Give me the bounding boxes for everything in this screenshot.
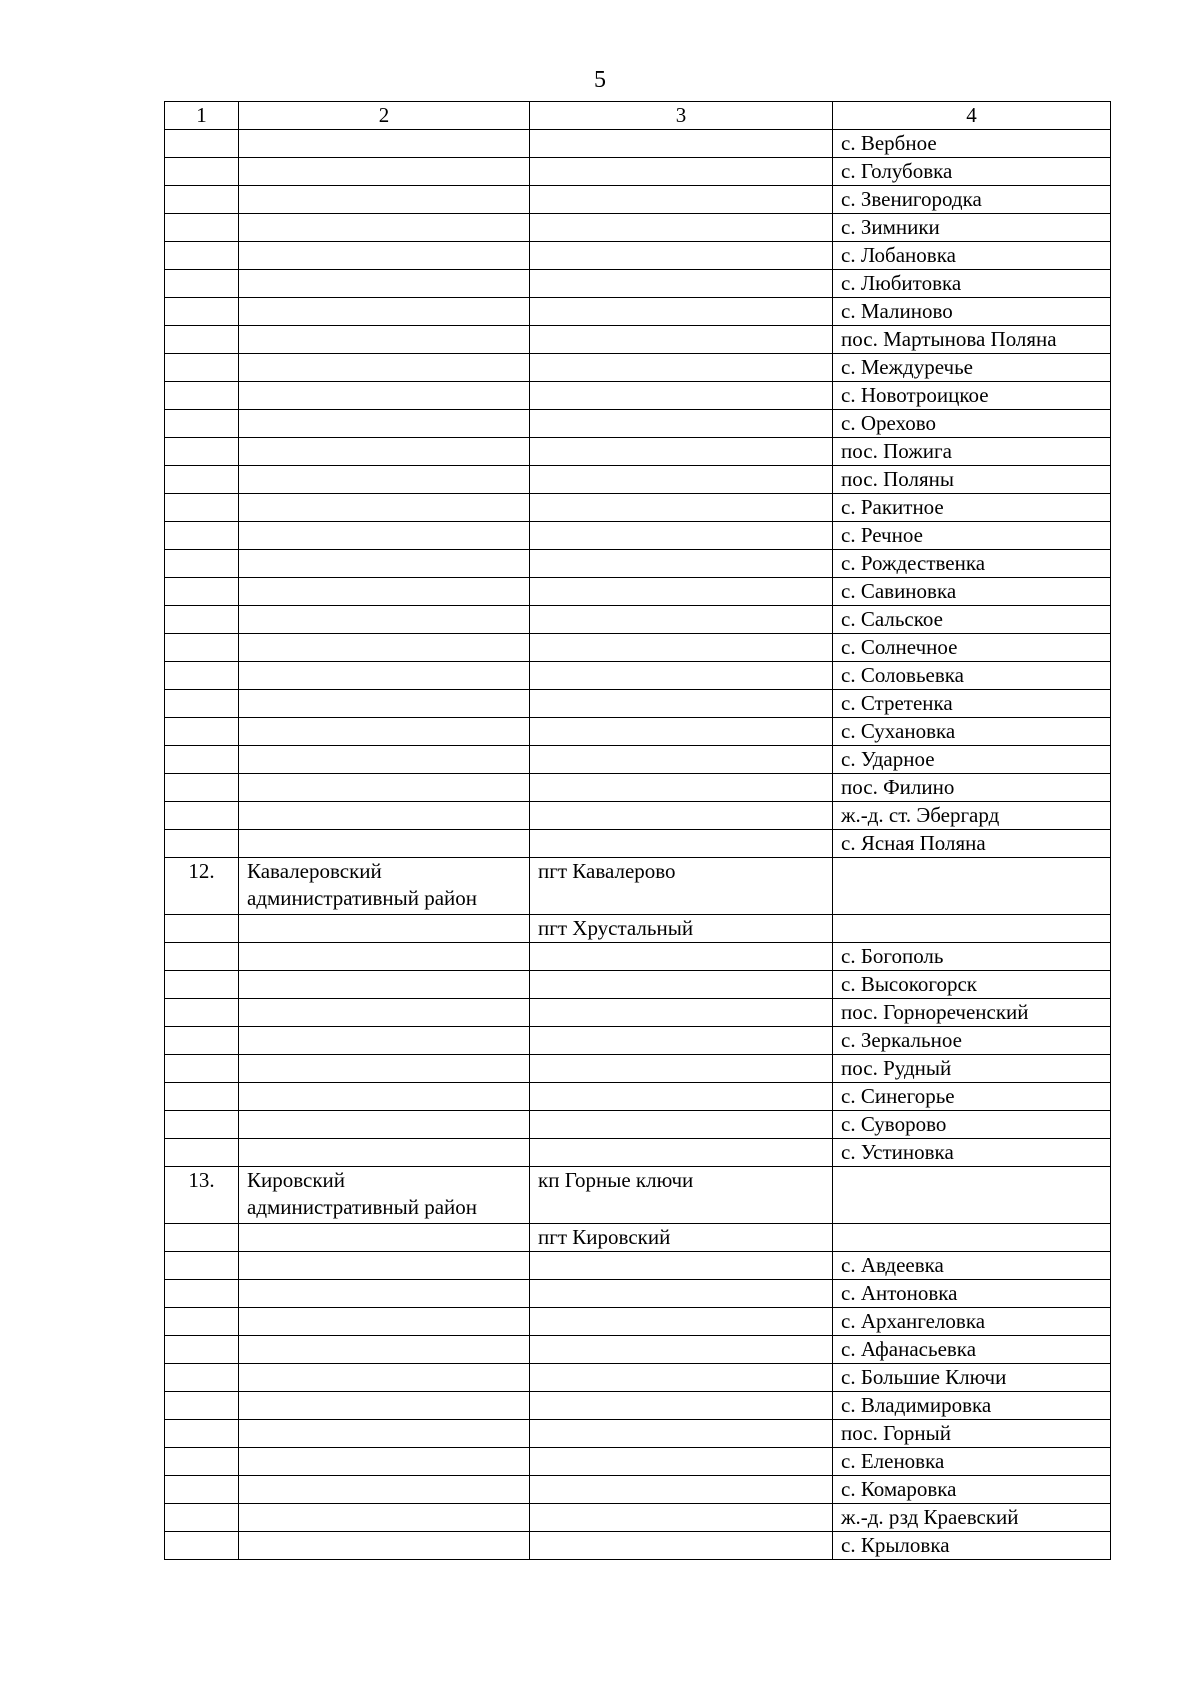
- table-row: [165, 214, 1111, 242]
- settlement-cell: [530, 830, 833, 858]
- district-cell: [239, 1308, 530, 1336]
- district-cell: Кавалеровский административный район: [239, 858, 530, 915]
- row-number-cell: [165, 1027, 239, 1055]
- row-number-cell: [165, 971, 239, 999]
- district-cell: [239, 550, 530, 578]
- locality-cell: пос. Пожига: [833, 438, 1111, 466]
- locality-cell: с. Синегорье: [833, 1083, 1111, 1111]
- settlement-cell: [530, 130, 833, 158]
- settlement-cell: [530, 354, 833, 382]
- district-cell: [239, 634, 530, 662]
- table-row: [165, 578, 1111, 606]
- row-number-cell: [165, 606, 239, 634]
- locality-cell: с. Высокогорск: [833, 971, 1111, 999]
- row-number-cell: [165, 1448, 239, 1476]
- settlement-cell: пгт Хрустальный: [530, 915, 833, 943]
- settlement-cell: [530, 1055, 833, 1083]
- row-number-cell: [165, 158, 239, 186]
- row-number-cell: [165, 802, 239, 830]
- locality-cell: [833, 858, 1111, 915]
- settlement-cell: [530, 578, 833, 606]
- settlement-cell: [530, 1111, 833, 1139]
- district-cell: [239, 1083, 530, 1111]
- column-header-2: 2: [239, 102, 530, 130]
- settlement-cell: [530, 690, 833, 718]
- district-cell: [239, 270, 530, 298]
- locality-cell: с. Афанасьевка: [833, 1336, 1111, 1364]
- settlement-cell: [530, 999, 833, 1027]
- district-cell: [239, 326, 530, 354]
- settlement-cell: [530, 662, 833, 690]
- district-cell: [239, 522, 530, 550]
- table-row: [165, 354, 1111, 382]
- table-row: [165, 718, 1111, 746]
- district-cell: [239, 1476, 530, 1504]
- table-row: [165, 634, 1111, 662]
- locality-cell: пос. Горнореченский: [833, 999, 1111, 1027]
- locality-cell: с. Зимники: [833, 214, 1111, 242]
- settlement-cell: [530, 802, 833, 830]
- settlement-cell: кп Горные ключи: [530, 1167, 833, 1224]
- district-cell: [239, 1055, 530, 1083]
- locality-cell: с. Богополь: [833, 943, 1111, 971]
- table-row: [165, 662, 1111, 690]
- settlement-cell: [530, 186, 833, 214]
- row-number-cell: [165, 522, 239, 550]
- district-cell: [239, 746, 530, 774]
- district-cell: [239, 1504, 530, 1532]
- district-cell: [239, 1532, 530, 1560]
- settlement-cell: [530, 606, 833, 634]
- settlement-cell: [530, 1083, 833, 1111]
- table-row: [165, 943, 1111, 971]
- settlement-cell: [530, 1252, 833, 1280]
- table-row: [165, 858, 1111, 915]
- row-number-cell: [165, 466, 239, 494]
- table-row: [165, 1055, 1111, 1083]
- row-number-cell: [165, 1392, 239, 1420]
- table-row: [165, 1167, 1111, 1224]
- table-row: [165, 1027, 1111, 1055]
- row-number-cell: [165, 662, 239, 690]
- locality-cell: с. Ракитное: [833, 494, 1111, 522]
- table-row: [165, 1420, 1111, 1448]
- row-number-cell: [165, 830, 239, 858]
- district-cell: [239, 382, 530, 410]
- table-row: [165, 1364, 1111, 1392]
- table-row: [165, 130, 1111, 158]
- district-cell: [239, 1139, 530, 1167]
- locality-cell: с. Комаровка: [833, 1476, 1111, 1504]
- locality-cell: с. Звенигородка: [833, 186, 1111, 214]
- row-number-cell: [165, 943, 239, 971]
- locality-cell: с. Междуречье: [833, 354, 1111, 382]
- row-number-cell: 12.: [165, 858, 239, 915]
- locality-cell: с. Соловьевка: [833, 662, 1111, 690]
- district-cell: [239, 466, 530, 494]
- column-header-1: 1: [165, 102, 239, 130]
- district-cell: [239, 1420, 530, 1448]
- district-cell: [239, 943, 530, 971]
- settlement-cell: [530, 550, 833, 578]
- settlements-table: [164, 101, 1111, 1560]
- locality-cell: с. Солнечное: [833, 634, 1111, 662]
- table-row: [165, 746, 1111, 774]
- table-row: [165, 1476, 1111, 1504]
- table-row: [165, 1139, 1111, 1167]
- settlement-cell: [530, 1392, 833, 1420]
- locality-cell: с. Лобановка: [833, 242, 1111, 270]
- table-row: [165, 1448, 1111, 1476]
- district-cell: [239, 606, 530, 634]
- locality-cell: с. Орехово: [833, 410, 1111, 438]
- settlement-cell: [530, 494, 833, 522]
- locality-cell: с. Владимировка: [833, 1392, 1111, 1420]
- locality-cell: ж.-д. ст. Эбергард: [833, 802, 1111, 830]
- settlement-cell: [530, 1504, 833, 1532]
- table-row: [165, 690, 1111, 718]
- table-header-row: [165, 102, 1111, 130]
- column-header-3: 3: [530, 102, 833, 130]
- table-row: [165, 550, 1111, 578]
- row-number-cell: [165, 1055, 239, 1083]
- district-cell: [239, 915, 530, 943]
- settlement-cell: [530, 326, 833, 354]
- district-cell: [239, 1364, 530, 1392]
- table-row: [165, 298, 1111, 326]
- row-number-cell: [165, 1420, 239, 1448]
- locality-cell: [833, 1167, 1111, 1224]
- locality-cell: с. Вербное: [833, 130, 1111, 158]
- table-row: [165, 522, 1111, 550]
- locality-cell: ж.-д. рзд Краевский: [833, 1504, 1111, 1532]
- district-cell: Кировский административный район: [239, 1167, 530, 1224]
- row-number-cell: [165, 1364, 239, 1392]
- row-number-cell: [165, 1111, 239, 1139]
- locality-cell: с. Архангеловка: [833, 1308, 1111, 1336]
- row-number-cell: [165, 1280, 239, 1308]
- table-row: [165, 270, 1111, 298]
- table-row: [165, 438, 1111, 466]
- district-cell: [239, 494, 530, 522]
- settlement-cell: [530, 298, 833, 326]
- row-number-cell: [165, 1252, 239, 1280]
- settlement-cell: [530, 1420, 833, 1448]
- locality-cell: с. Большие Ключи: [833, 1364, 1111, 1392]
- row-number-cell: [165, 1308, 239, 1336]
- row-number-cell: [165, 298, 239, 326]
- table-row: [165, 1532, 1111, 1560]
- locality-cell: с. Новотроицкое: [833, 382, 1111, 410]
- district-cell: [239, 242, 530, 270]
- district-cell: [239, 1280, 530, 1308]
- district-cell: [239, 158, 530, 186]
- district-cell: [239, 1252, 530, 1280]
- settlement-cell: [530, 214, 833, 242]
- district-cell: [239, 410, 530, 438]
- settlement-cell: [530, 438, 833, 466]
- row-number-cell: [165, 354, 239, 382]
- row-number-cell: [165, 1139, 239, 1167]
- row-number-cell: [165, 382, 239, 410]
- district-cell: [239, 438, 530, 466]
- table-row: [165, 915, 1111, 943]
- district-cell: [239, 774, 530, 802]
- settlement-cell: [530, 718, 833, 746]
- row-number-cell: [165, 690, 239, 718]
- row-number-cell: [165, 1504, 239, 1532]
- table-row: [165, 1504, 1111, 1532]
- district-cell: [239, 130, 530, 158]
- table-row: [165, 326, 1111, 354]
- district-cell: [239, 1392, 530, 1420]
- row-number-cell: [165, 999, 239, 1027]
- settlement-cell: [530, 270, 833, 298]
- locality-cell: с. Антоновка: [833, 1280, 1111, 1308]
- table-row: [165, 242, 1111, 270]
- column-header-4: 4: [833, 102, 1111, 130]
- locality-cell: с. Устиновка: [833, 1139, 1111, 1167]
- table-row: [165, 1280, 1111, 1308]
- row-number-cell: [165, 1336, 239, 1364]
- table-row: [165, 1336, 1111, 1364]
- district-cell: [239, 802, 530, 830]
- locality-cell: с. Савиновка: [833, 578, 1111, 606]
- locality-cell: с. Голубовка: [833, 158, 1111, 186]
- table-row: [165, 1252, 1111, 1280]
- table-body: [165, 102, 1111, 1560]
- locality-cell: с. Еленовка: [833, 1448, 1111, 1476]
- settlement-cell: [530, 1027, 833, 1055]
- table-row: [165, 1308, 1111, 1336]
- locality-cell: пос. Филино: [833, 774, 1111, 802]
- district-cell: [239, 1448, 530, 1476]
- row-number-cell: [165, 915, 239, 943]
- locality-cell: с. Авдеевка: [833, 1252, 1111, 1280]
- row-number-cell: [165, 578, 239, 606]
- row-number-cell: [165, 718, 239, 746]
- settlement-cell: [530, 971, 833, 999]
- district-cell: [239, 662, 530, 690]
- settlement-cell: [530, 1476, 833, 1504]
- district-cell: [239, 186, 530, 214]
- settlement-cell: [530, 1364, 833, 1392]
- district-cell: [239, 1224, 530, 1252]
- settlement-cell: [530, 522, 833, 550]
- locality-cell: с. Суворово: [833, 1111, 1111, 1139]
- table-row: [165, 158, 1111, 186]
- district-cell: [239, 971, 530, 999]
- district-cell: [239, 578, 530, 606]
- settlement-cell: [530, 774, 833, 802]
- settlement-cell: [530, 1308, 833, 1336]
- table-row: [165, 1224, 1111, 1252]
- settlement-cell: пгт Кировский: [530, 1224, 833, 1252]
- district-cell: [239, 1027, 530, 1055]
- district-cell: [239, 298, 530, 326]
- locality-cell: пос. Поляны: [833, 466, 1111, 494]
- table-row: [165, 971, 1111, 999]
- locality-cell: пос. Горный: [833, 1420, 1111, 1448]
- settlement-cell: [530, 634, 833, 662]
- locality-cell: с. Сальское: [833, 606, 1111, 634]
- settlement-cell: [530, 1448, 833, 1476]
- locality-cell: с. Сухановка: [833, 718, 1111, 746]
- row-number-cell: [165, 130, 239, 158]
- row-number-cell: [165, 410, 239, 438]
- row-number-cell: [165, 1083, 239, 1111]
- row-number-cell: [165, 494, 239, 522]
- locality-cell: с. Ясная Поляна: [833, 830, 1111, 858]
- table-row: [165, 1083, 1111, 1111]
- page-number: 5: [594, 67, 606, 93]
- settlement-cell: [530, 943, 833, 971]
- table-row: [165, 830, 1111, 858]
- table-row: [165, 1111, 1111, 1139]
- district-cell: [239, 830, 530, 858]
- district-cell: [239, 214, 530, 242]
- row-number-cell: [165, 1532, 239, 1560]
- table-row: [165, 606, 1111, 634]
- table-row: [165, 410, 1111, 438]
- locality-cell: с. Рождественка: [833, 550, 1111, 578]
- row-number-cell: [165, 242, 239, 270]
- district-cell: [239, 354, 530, 382]
- row-number-cell: [165, 634, 239, 662]
- row-number-cell: [165, 746, 239, 774]
- locality-cell: [833, 915, 1111, 943]
- settlement-cell: [530, 1532, 833, 1560]
- district-cell: [239, 718, 530, 746]
- settlement-cell: [530, 382, 833, 410]
- locality-cell: с. Зеркальное: [833, 1027, 1111, 1055]
- table-row: [165, 999, 1111, 1027]
- table-row: [165, 802, 1111, 830]
- settlement-cell: пгт Кавалерово: [530, 858, 833, 915]
- settlement-cell: [530, 746, 833, 774]
- locality-cell: пос. Мартынова Поляна: [833, 326, 1111, 354]
- district-cell: [239, 1111, 530, 1139]
- settlement-cell: [530, 242, 833, 270]
- locality-cell: с. Крыловка: [833, 1532, 1111, 1560]
- row-number-cell: [165, 1224, 239, 1252]
- settlement-cell: [530, 1336, 833, 1364]
- district-cell: [239, 1336, 530, 1364]
- row-number-cell: [165, 214, 239, 242]
- row-number-cell: [165, 186, 239, 214]
- locality-cell: с. Ударное: [833, 746, 1111, 774]
- locality-cell: с. Малиново: [833, 298, 1111, 326]
- row-number-cell: [165, 550, 239, 578]
- locality-cell: с. Стретенка: [833, 690, 1111, 718]
- settlement-cell: [530, 410, 833, 438]
- table-row: [165, 494, 1111, 522]
- locality-cell: [833, 1224, 1111, 1252]
- table-row: [165, 1392, 1111, 1420]
- district-cell: [239, 690, 530, 718]
- row-number-cell: [165, 326, 239, 354]
- locality-cell: с. Любитовка: [833, 270, 1111, 298]
- settlement-cell: [530, 1139, 833, 1167]
- row-number-cell: [165, 438, 239, 466]
- district-cell: [239, 999, 530, 1027]
- locality-cell: с. Речное: [833, 522, 1111, 550]
- table-row: [165, 774, 1111, 802]
- row-number-cell: [165, 270, 239, 298]
- table-row: [165, 466, 1111, 494]
- table-row: [165, 186, 1111, 214]
- row-number-cell: [165, 1476, 239, 1504]
- row-number-cell: 13.: [165, 1167, 239, 1224]
- settlement-cell: [530, 1280, 833, 1308]
- locality-cell: пос. Рудный: [833, 1055, 1111, 1083]
- settlement-cell: [530, 158, 833, 186]
- row-number-cell: [165, 774, 239, 802]
- table-row: [165, 382, 1111, 410]
- settlement-cell: [530, 466, 833, 494]
